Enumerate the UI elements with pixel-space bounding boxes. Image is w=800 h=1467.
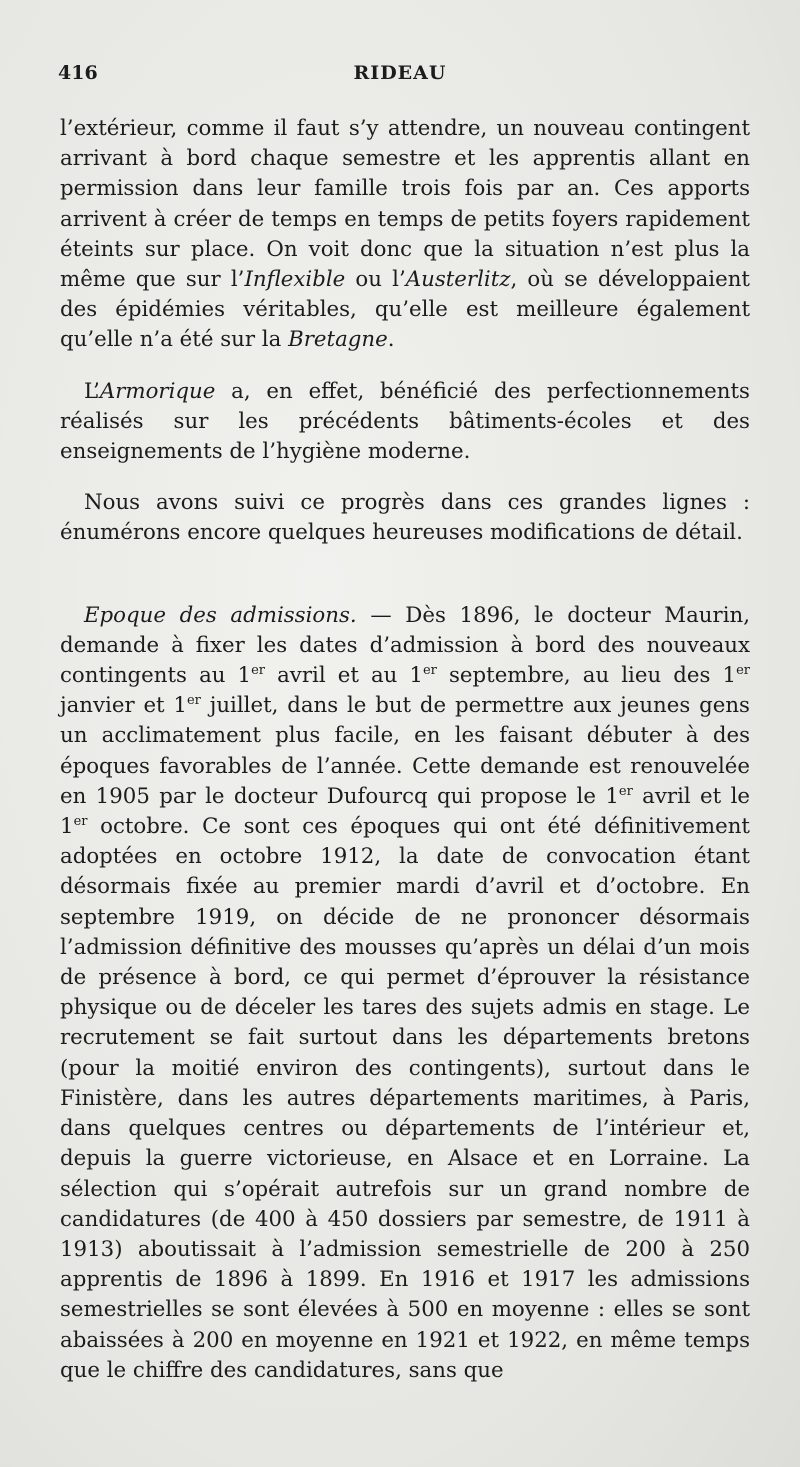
paragraph xyxy=(60,114,750,356)
text-run: septembre, au lieu des 1 xyxy=(436,663,737,689)
italic-run: Bretagne xyxy=(288,327,388,353)
paragraph xyxy=(60,601,750,1386)
text-run: . xyxy=(387,327,395,353)
superscript: er xyxy=(618,783,633,799)
superscript: er xyxy=(736,662,750,678)
italic-run: Armorique xyxy=(99,378,216,404)
text-run: juillet, dans le but de permettre aux jeunes gens un acclimatement plus facile, en les faisant débuter à des époques favorables de l’année. Cette demande est renouvelée en 1905 par le docteur Dufourcq qui propose le 1 xyxy=(60,693,750,809)
text-run: L’ xyxy=(84,378,100,404)
text-run: a, en effet, bénéficié des perfectionnements réalisés sur les précédents bâtiments-écoles et des enseignements de l’hygiène moderne. xyxy=(60,378,750,465)
text-run: ou l’ xyxy=(345,267,406,293)
text-run: avril et au 1 xyxy=(265,663,423,689)
italic-run: Epoque des admissions. xyxy=(84,602,357,628)
body-text xyxy=(60,114,750,1386)
text-run: avril et le 1 xyxy=(60,783,750,840)
page-header xyxy=(58,62,742,94)
italic-run: Austerlitz xyxy=(405,267,511,293)
text-run: janvier et 1 xyxy=(60,693,187,719)
text-run: l’extérieur, comme il faut s’y attendre, un nouveau contingent arrivant à bord chaque semestre et les apprentis allant en permission dans leur famille trois fois par an. Ces apports arrivent à créer de temps en temps de petits foyers rapidement éteints sur place. On voit donc que la situation n’est plus la même que sur l’ xyxy=(60,116,750,293)
paragraph xyxy=(60,377,750,468)
superscript: er xyxy=(186,693,201,709)
page-number: 416 xyxy=(58,62,98,84)
superscript: er xyxy=(73,813,88,829)
running-title: RIDEAU xyxy=(353,62,447,84)
text-run: — Dès 1896, le docteur Maurin, demande à fixer les dates d’admission à bord des nouveaux contingents au 1 xyxy=(60,602,751,689)
text-run: octobre. Ce sont ces époques qui ont été définitivement adoptées en octobre 1912, la date de convocation étant désormais fixée au premier mardi d’avril et d’octobre. En septembre 1919, on décide de ne prononcer désormais l’admission définitive des mousses qu’après un délai d’un mois de présence à bord, ce qui permet d’éprouver la résistance physique ou de déceler les tares des sujets admis en stage. Le recrutement se fait surtout dans les départements bretons (pour la moitié environ des contingents), surtout dans le Finistère, dans les autres départements maritimes, à Paris, dans quelques centres ou départements de l’intérieur et, depuis la guerre victorieuse, en Alsace et en Lorraine. La sélection qui s’opérait autrefois sur un grand nombre de candidatures (de 400 à 450 dossiers par semestre, de 1911 à 1913) aboutissait à l’admission semestrielle de 200 à 250 apprentis de 1896 à 1899. En 1916 et 1917 les admissions semestrielles se sont élevées à 500 en moyenne : elles se sont abaissées à 200 en moyenne en 1921 et 1922, en même temps que le chiffre des candidatures, sans que xyxy=(60,814,750,1383)
superscript: er xyxy=(251,662,266,678)
paragraph xyxy=(60,488,750,548)
text-run: , où se développaient des épidémies véritables, qu’elle est meilleure également qu’elle n’a été sur la xyxy=(60,267,750,353)
italic-run: Inflexible xyxy=(244,267,346,293)
text-run: Nous avons suivi ce progrès dans ces grandes lignes : énumérons encore quelques heureuses modifications de détail. xyxy=(60,490,750,546)
superscript: er xyxy=(422,662,437,678)
